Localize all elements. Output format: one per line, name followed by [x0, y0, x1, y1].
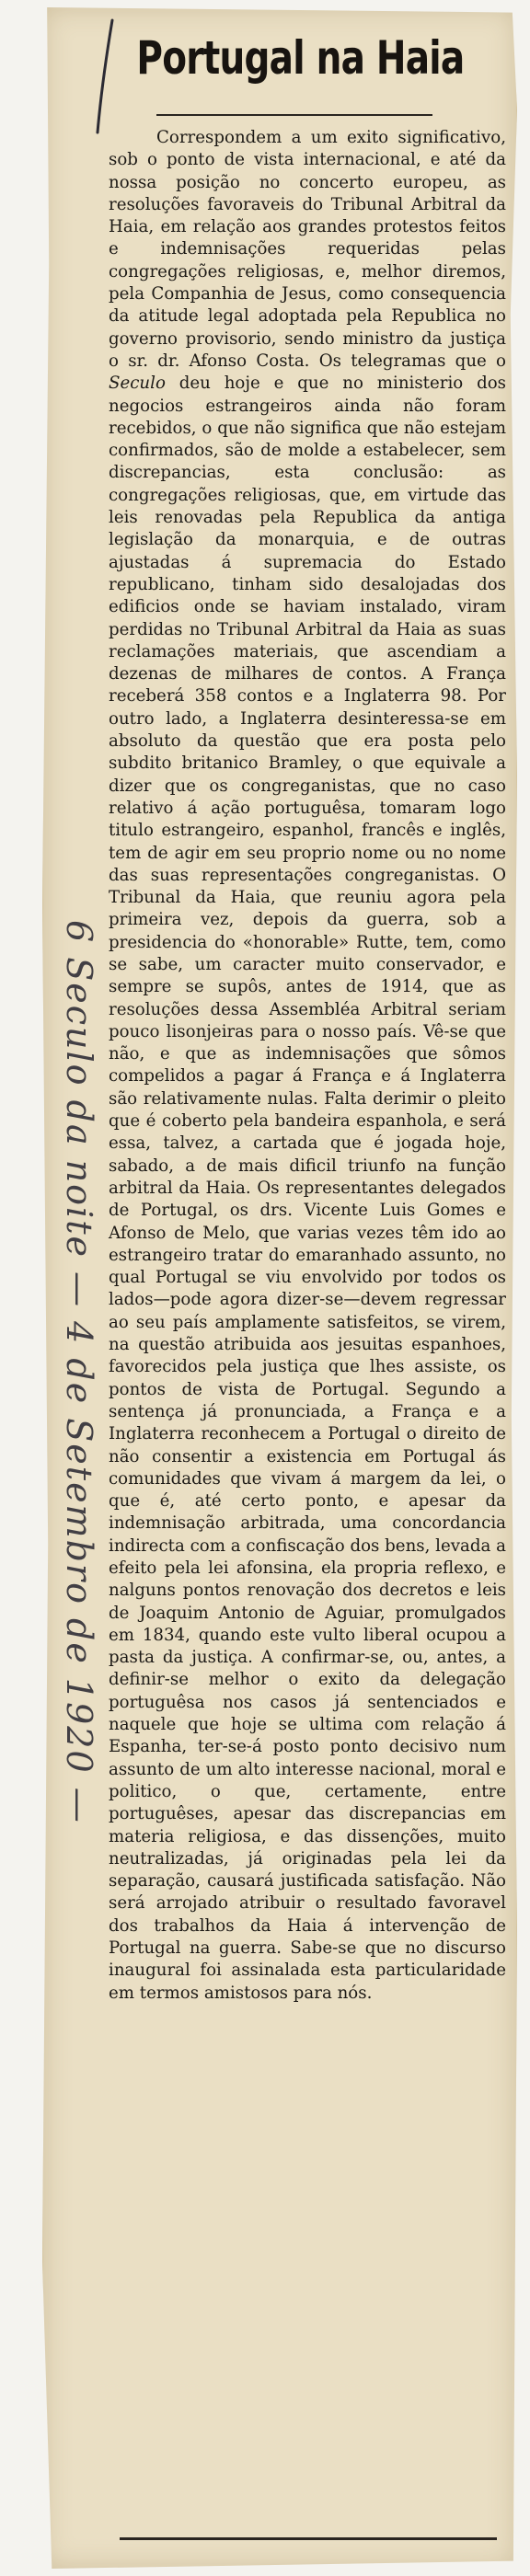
- article-body: Correspondem a um exito significativo, sob o ponto de vista internacional, e até da nossa posição no concerto europeu, as resoluções favoraveis do Tribunal Arbitral da Haia, em relação aos grandes protestos feitos e indemnisações requeridas pelas congregações religiosas, e, melhor diremos, pela Companhia de Jesus, como consequencia da atitude legal adoptada pela Republica no governo provisorio, sendo ministro da justiça o sr. dr. Afonso Costa. Os telegramas que o Seculo deu hoje e que no ministerio dos negocios estrangeiros ainda não foram recebidos, o que não significa que não estejam confirmados, são de molde a estabelecer, sem discrepancias, esta conclusão: as congregações religiosas, que, em virtude das leis renovadas pela Republica da antiga legislação da monarquia, e de outras ajustadas á supremacia do Estado republicano, tinham sido desalojadas dos edificios onde se haviam instalado, viram perdidas no Tribunal Arbitral da Haia as suas reclamações materiais, que ascendiam a dezenas de milhares de contos. A França receberá 358 contos e a Inglaterra 98. Por outro lado, a Inglaterra desinteressa-se em absoluto da questão que era posta pelo subdito britanico Bramley, o que equivale a dizer que os congreganistas, que no caso relativo á ação portuguêsa, tomaram logo titulo estrangeiro, espanhol, francês e inglês, tem de agir em seu proprio nome ou no nome das suas representações congreganistas. O Tribunal da Haia, que reuniu agora pela primeira vez, depois da guerra, sob a presidencia do «honorable» Rutte, tem, como se sabe, um caracter muito conservador, e sempre se supôs, antes de 1914, que as resoluções dessa Assembléa Arbitral seriam pouco lisonjeiras para o nosso país. Vê-se que não, e que as indemnisações que sômos compelidos a pagar á França e á Inglaterra são relativamente nulas. Falta derimir o pleito que é coberto pela bandeira espanhola, e será essa, talvez, a cartada que é jogada hoje, sabado, a de mais dificil triunfo na função arbitral da Haia. Os representantes delegados de Portugal, os drs. Vicente Luis Gomes e Afonso de Melo, que varias vezes têm ido ao estrangeiro tratar do emaranhado assunto, no qual Portugal se viu envolvido por todos os lados—pode agora dizer-se—devem regressar ao seu país amplamente satisfeitos, se virem, na questão atribuida aos jesuitas espanhoes, favorecidos pela justiça que lhes assiste, os pontos de vista de Portugal. Segundo a sentença já pronunciada, a França e a Inglaterra reconhecem a Portugal o direito de não consentir a existencia em Portugal ás comunidades que vivam á margem da lei, o que é, até certo ponto, e apesar da indemnisação arbitrada, uma concordancia indirecta com a confiscação dos bens, levada a efeito pela lei afonsina, ela propria reflexo, e nalguns pontos renovação dos decretos e leis de Joaquim Antonio de Aguiar, promulgados em 1834, quando este vulto liberal ocupou a pasta da justiça. A confirmar-se, ou, antes, a definir-se melhor o exito da delegação portuguêsa nos casos já sentenciados e naquele que hoje se ultima com relação á Espanha, ter-se-á posto ponto decisivo num assunto de um alto interesse nacional, moral e politico, o que, certamente, entre portuguêses, apesar das discrepancias em materia religiosa, e das dissenções, muito neutralizadas, já originadas pela lei da separação, causará justificada satisfação. Não será arrojado atribuir o resultado favoravel dos trabalhos da Haia á intervenção de Portugal na guerra. Sabe-se que no discurso inaugural foi assinalada esta particularidade em termos amistosos para nós.: [109, 128, 506, 2003]
- article-headline: Portugal na Haia: [136, 31, 465, 85]
- closing-rule: [120, 2537, 497, 2540]
- handwritten-date-note: 6 Seculo da noite — 4 de Setembro de 1920 —: [59, 920, 99, 1824]
- headline-block: [92, 20, 497, 129]
- headline-rule: [156, 114, 432, 116]
